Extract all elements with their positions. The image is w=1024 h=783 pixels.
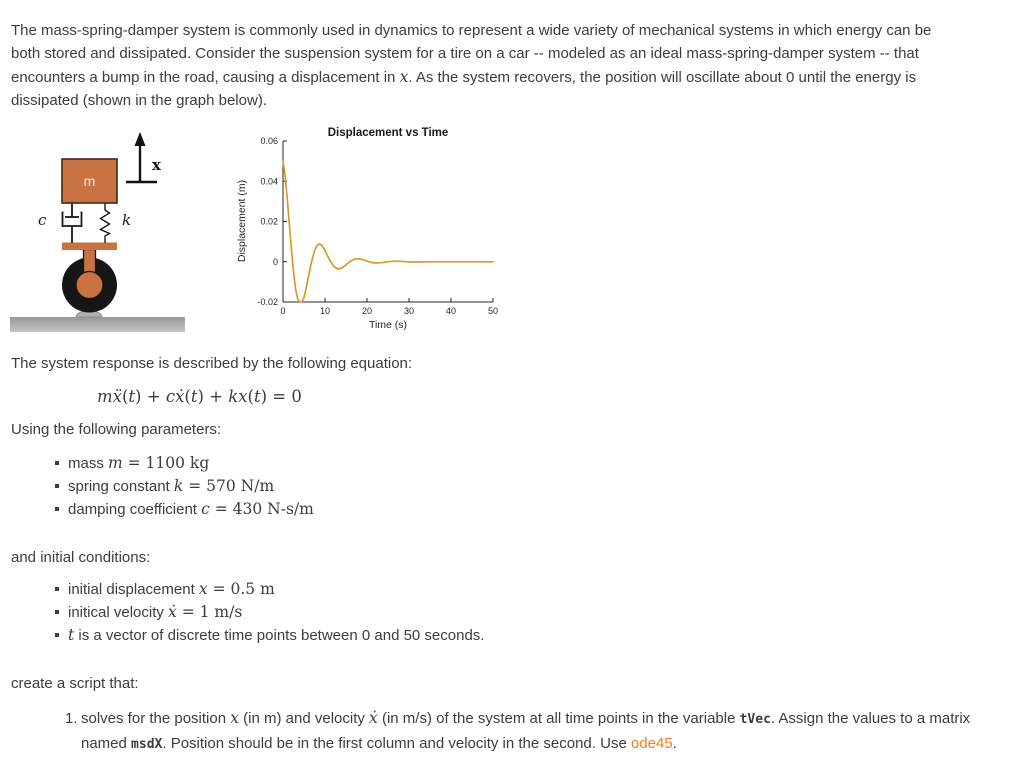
response-intro-text: The system response is described by the following equation: — [11, 355, 413, 372]
text-segment: ẋ — [168, 603, 177, 622]
text-segment: = 1 m/s — [176, 603, 243, 622]
text-segment: c — [165, 387, 176, 406]
text-segment: is a vector of discrete time points between 0 and 50 seconds. — [74, 627, 485, 645]
parameters-list — [55, 452, 314, 522]
text-segment: t — [253, 387, 261, 406]
x-axis-label: x — [152, 156, 161, 174]
text-segment: k — [173, 477, 184, 496]
svg-text:50: 50 — [487, 306, 499, 316]
parameter-item-spring — [55, 475, 314, 498]
text-segment: = 430 N-s/m — [209, 500, 314, 519]
parameter-item-damping — [55, 498, 314, 521]
displacement-chart — [230, 120, 520, 335]
text-segment: = 570 N/m — [183, 477, 275, 496]
ground-bar — [10, 317, 185, 332]
text-segment: x — [399, 67, 409, 86]
svg-text:10: 10 — [319, 306, 331, 316]
text-segment: initical velocity — [68, 604, 169, 622]
task-line — [81, 732, 970, 757]
text-segment: damping coefficient — [68, 501, 202, 519]
initial-conditions-list — [55, 578, 484, 648]
text-segment: (in m/s) of the system at all time points in the variable — [377, 710, 740, 727]
text-segment: ) + — [197, 387, 229, 406]
text-segment: solves for the position — [81, 710, 231, 727]
parameter-item-mass — [55, 452, 314, 475]
intro-line — [11, 42, 931, 65]
damper-icon — [63, 203, 82, 243]
text-segment: t — [190, 387, 198, 406]
text-segment: ( — [121, 387, 129, 406]
damper-label: c — [38, 211, 47, 229]
text-segment: ) + — [135, 387, 166, 406]
text-segment: ẋ — [175, 387, 185, 406]
mass-label: m — [83, 173, 96, 189]
axis-ticks — [257, 136, 498, 316]
text-segment: spring constant — [68, 478, 174, 496]
intro-line — [11, 66, 931, 89]
text-segment: mass — [68, 455, 109, 472]
text-segment: tVec — [739, 712, 771, 727]
text-segment: = 1100 kg — [122, 454, 210, 472]
spring-icon — [101, 203, 110, 243]
create-script-intro-text: create a script that: — [11, 675, 139, 692]
text-segment: = 0.5 m — [207, 580, 275, 598]
initial-conditions-intro-text: and initial conditions: — [11, 549, 151, 566]
text-segment: . Assign the values to a matrix — [770, 710, 971, 727]
intro-paragraph — [11, 19, 931, 112]
ic-item-displacement — [55, 578, 484, 601]
text-segment: initial displacement — [68, 581, 199, 598]
parameters-intro-text: Using the following parameters: — [11, 421, 222, 438]
text-segment: c — [201, 500, 210, 519]
text-segment: ẋ — [369, 709, 378, 727]
text-segment: both stored and dissipated. Consider the suspension system for a tire on a car -- modeled as an ideal mass-spring-damper system -- that — [11, 45, 919, 63]
ic-item-velocity — [55, 601, 484, 624]
svg-text:20: 20 — [361, 306, 373, 316]
displacement-curve — [283, 161, 493, 302]
text-segment: ( — [247, 387, 254, 406]
chart-ylabel: Displacement (m) — [236, 179, 248, 263]
ode45-link[interactable]: ode45 — [630, 734, 673, 752]
text-segment: ( — [184, 387, 191, 406]
chart-xlabel: Time (s) — [368, 319, 408, 331]
chart-title: Displacement vs Time — [327, 127, 449, 139]
mass-spring-damper-diagram — [10, 125, 190, 335]
svg-text:-0.02: -0.02 — [257, 297, 278, 308]
text-segment: t — [128, 387, 136, 406]
intro-line — [11, 19, 931, 42]
text-segment: x — [230, 709, 239, 727]
text-segment: . — [672, 734, 677, 752]
task-item-1 — [65, 707, 970, 756]
wheel-hub — [76, 272, 103, 299]
svg-text:0.04: 0.04 — [260, 176, 278, 187]
text-segment: The mass-spring-damper system is commonly used in dynamics to represent a wide variety of mechanical systems in which energy can be — [11, 22, 932, 39]
text-segment: dissipated (shown in the graph below). — [11, 91, 267, 109]
svg-text:0.02: 0.02 — [260, 216, 278, 227]
text-segment: ) = 0 — [260, 387, 302, 406]
svg-text:0.06: 0.06 — [260, 136, 278, 147]
text-segment: kx — [228, 387, 248, 406]
task-number: 1. — [65, 710, 78, 727]
axle-bar — [62, 243, 117, 251]
svg-text:0: 0 — [280, 306, 286, 316]
text-segment: msdX — [131, 736, 163, 752]
text-segment: x — [198, 580, 208, 598]
text-segment: (in m) and velocity — [239, 710, 370, 727]
svg-text:40: 40 — [445, 306, 457, 316]
task-line — [81, 707, 970, 732]
governing-equation — [97, 385, 302, 409]
text-segment: . As the system recovers, the position will oscillate about 0 until the energy is — [408, 68, 917, 86]
text-segment: named — [81, 734, 132, 752]
text-segment: t — [68, 626, 75, 645]
text-segment: ẍ — [112, 387, 122, 406]
ic-item-time-vector — [55, 624, 484, 647]
spring-label: k — [122, 211, 132, 229]
text-segment: . Position should be in the first column and velocity in the second. Use — [162, 734, 631, 752]
text-segment: m — [97, 387, 113, 406]
text-segment: m — [108, 454, 123, 472]
svg-text:0: 0 — [272, 256, 278, 267]
text-segment: encounters a bump in the road, causing a displacement in — [11, 68, 400, 86]
intro-line — [11, 89, 931, 112]
svg-text:30: 30 — [403, 306, 415, 316]
